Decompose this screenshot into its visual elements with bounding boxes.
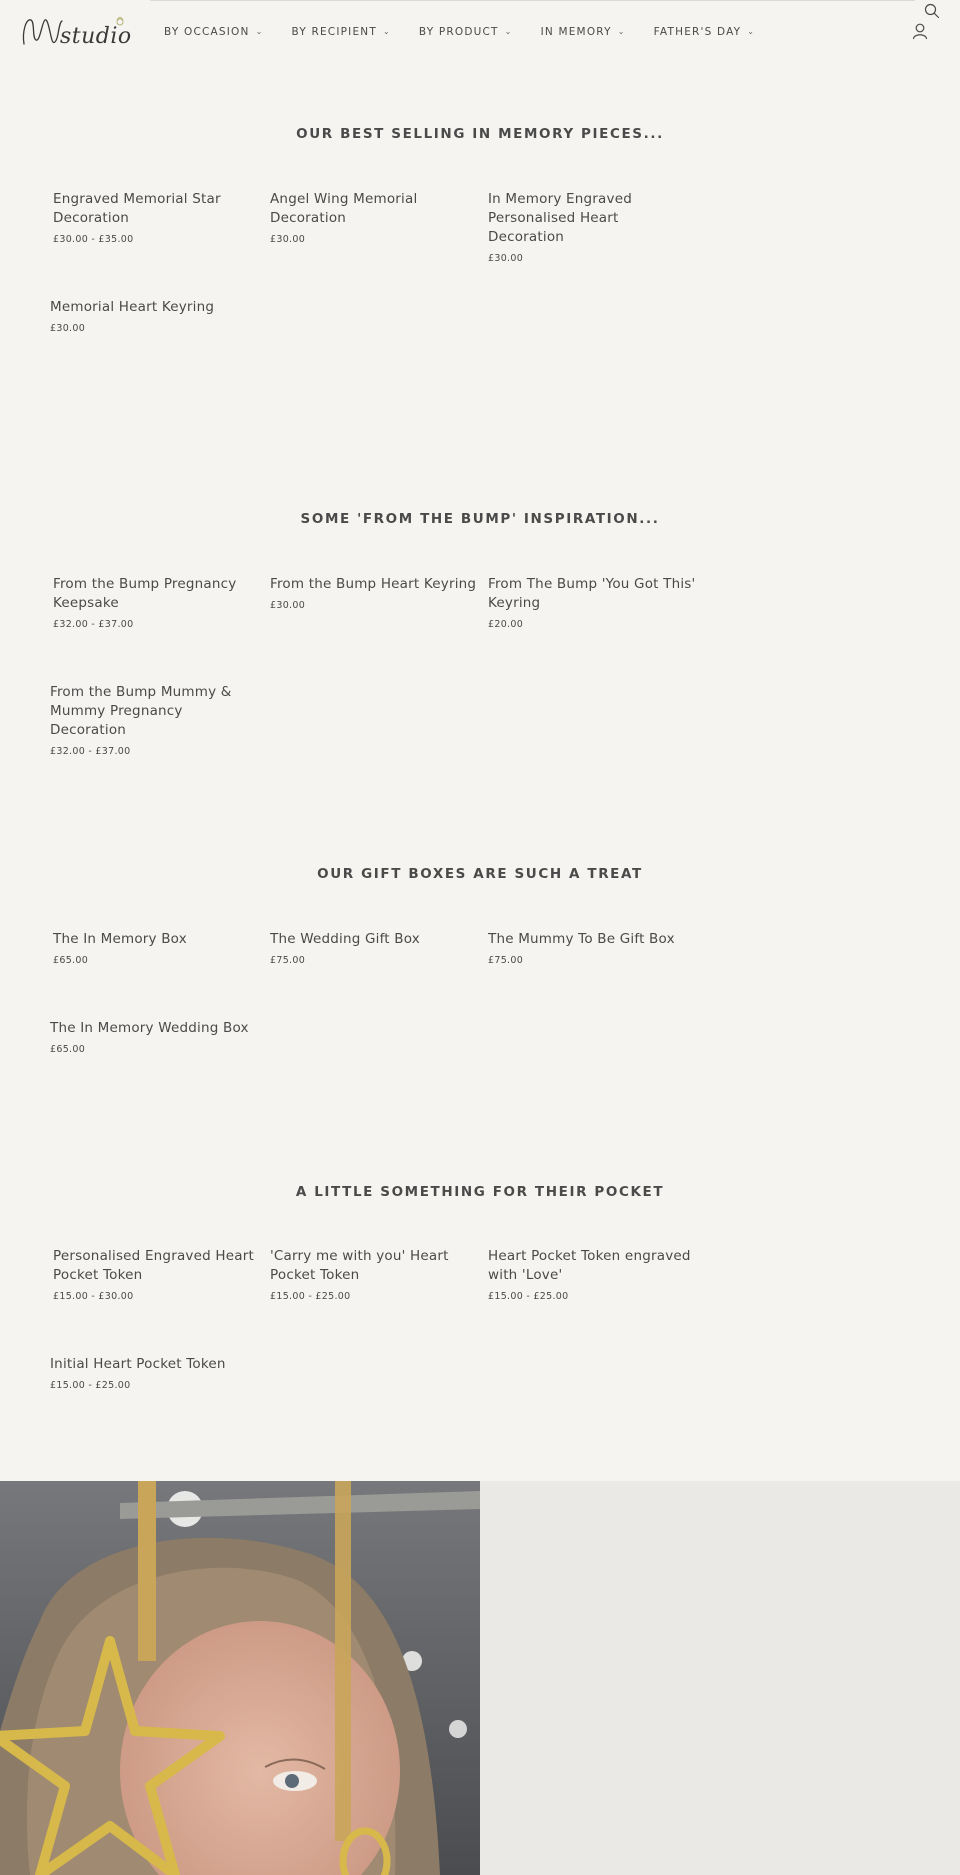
section-title: OUR GIFT BOXES ARE SUCH A TREAT — [317, 866, 643, 882]
product-price: £15.00 - £25.00 — [270, 1291, 351, 1302]
product-card[interactable] — [53, 930, 263, 966]
product-card[interactable] — [53, 575, 263, 630]
nav-label: BY OCCASION — [164, 26, 250, 38]
product-name[interactable]: From the Bump Pregnancy Keepsake — [53, 576, 237, 611]
feature-panel — [480, 1481, 960, 1875]
product-name[interactable]: Memorial Heart Keyring — [50, 299, 215, 315]
product-price: £30.00 — [270, 234, 306, 245]
product-name[interactable]: In Memory Engraved Personalised Heart Decoration — [488, 191, 632, 245]
product-card[interactable] — [50, 683, 260, 757]
main-nav — [164, 26, 783, 38]
product-card[interactable] — [488, 930, 698, 966]
chevron-down-icon: ⌄ — [255, 26, 264, 36]
product-card[interactable] — [50, 1019, 260, 1055]
product-card[interactable] — [53, 1247, 263, 1302]
product-price: £15.00 - £30.00 — [53, 1291, 134, 1302]
header-divider — [150, 0, 915, 1]
product-price: £30.00 — [50, 323, 86, 334]
chevron-down-icon: ⌄ — [504, 26, 513, 36]
product-card[interactable] — [270, 190, 490, 245]
product-name[interactable]: Engraved Memorial Star Decoration — [53, 191, 221, 226]
section-title: OUR BEST SELLING IN MEMORY PIECES... — [296, 126, 664, 142]
product-price: £32.00 - £37.00 — [50, 746, 131, 757]
account-icon[interactable] — [912, 22, 928, 40]
product-name[interactable]: Angel Wing Memorial Decoration — [270, 191, 418, 226]
search-icon[interactable] — [924, 3, 940, 19]
product-card[interactable] — [50, 298, 260, 334]
product-name[interactable]: The Wedding Gift Box — [270, 931, 420, 947]
product-price: £75.00 — [488, 955, 524, 966]
product-card[interactable] — [270, 1247, 480, 1302]
product-price: £20.00 — [488, 619, 524, 630]
nav-label: BY PRODUCT — [418, 26, 499, 38]
product-card[interactable] — [488, 575, 698, 630]
product-price: £30.00 - £35.00 — [53, 234, 134, 245]
nav-fathers-day[interactable] — [654, 26, 756, 38]
product-name[interactable]: From The Bump 'You Got This' Keyring — [488, 576, 696, 611]
site-header — [0, 0, 960, 70]
nav-label: FATHER'S DAY — [653, 26, 742, 38]
product-card[interactable] — [270, 930, 480, 966]
product-price: £65.00 — [50, 1044, 86, 1055]
product-price: £65.00 — [53, 955, 89, 966]
nav-by-recipient[interactable] — [291, 26, 390, 38]
section-title: SOME 'FROM THE BUMP' INSPIRATION... — [300, 511, 660, 527]
logo-text: studio — [60, 24, 132, 49]
product-price: £30.00 — [270, 600, 306, 611]
product-name[interactable]: From the Bump Mummy & Mummy Pregnancy Decoration — [50, 684, 232, 738]
section-title: A LITTLE SOMETHING FOR THEIR POCKET — [295, 1184, 665, 1200]
nav-in-memory[interactable] — [541, 26, 626, 38]
logo[interactable] — [20, 14, 138, 54]
product-name[interactable]: Personalised Engraved Heart Pocket Token — [53, 1248, 254, 1283]
product-price: £32.00 - £37.00 — [53, 619, 134, 630]
nav-label: BY RECIPIENT — [291, 26, 377, 38]
product-price: £75.00 — [270, 955, 306, 966]
product-card[interactable] — [488, 1247, 698, 1302]
nav-by-occasion[interactable] — [164, 26, 263, 38]
chevron-down-icon: ⌄ — [747, 26, 756, 36]
product-name[interactable]: Heart Pocket Token engraved with 'Love' — [488, 1248, 691, 1283]
feature-photo — [0, 1481, 480, 1875]
product-name[interactable]: The In Memory Box — [53, 931, 187, 947]
chevron-down-icon: ⌄ — [382, 26, 391, 36]
product-name[interactable]: From the Bump Heart Keyring — [270, 576, 477, 592]
product-card[interactable] — [488, 190, 698, 264]
nav-by-product[interactable] — [419, 26, 513, 38]
product-card[interactable] — [270, 575, 480, 611]
product-price: £30.00 — [488, 253, 524, 264]
product-card[interactable] — [53, 190, 263, 245]
product-name[interactable]: 'Carry me with you' Heart Pocket Token — [270, 1248, 449, 1283]
nav-label: IN MEMORY — [540, 26, 612, 38]
product-name[interactable]: The Mummy To Be Gift Box — [488, 931, 675, 947]
product-name[interactable]: The In Memory Wedding Box — [50, 1020, 249, 1036]
product-name[interactable]: Initial Heart Pocket Token — [50, 1356, 226, 1372]
photo-illustration — [0, 1481, 480, 1875]
product-price: £15.00 - £25.00 — [50, 1380, 131, 1391]
chevron-down-icon: ⌄ — [617, 26, 626, 36]
product-price: £15.00 - £25.00 — [488, 1291, 569, 1302]
product-card[interactable] — [50, 1355, 260, 1391]
